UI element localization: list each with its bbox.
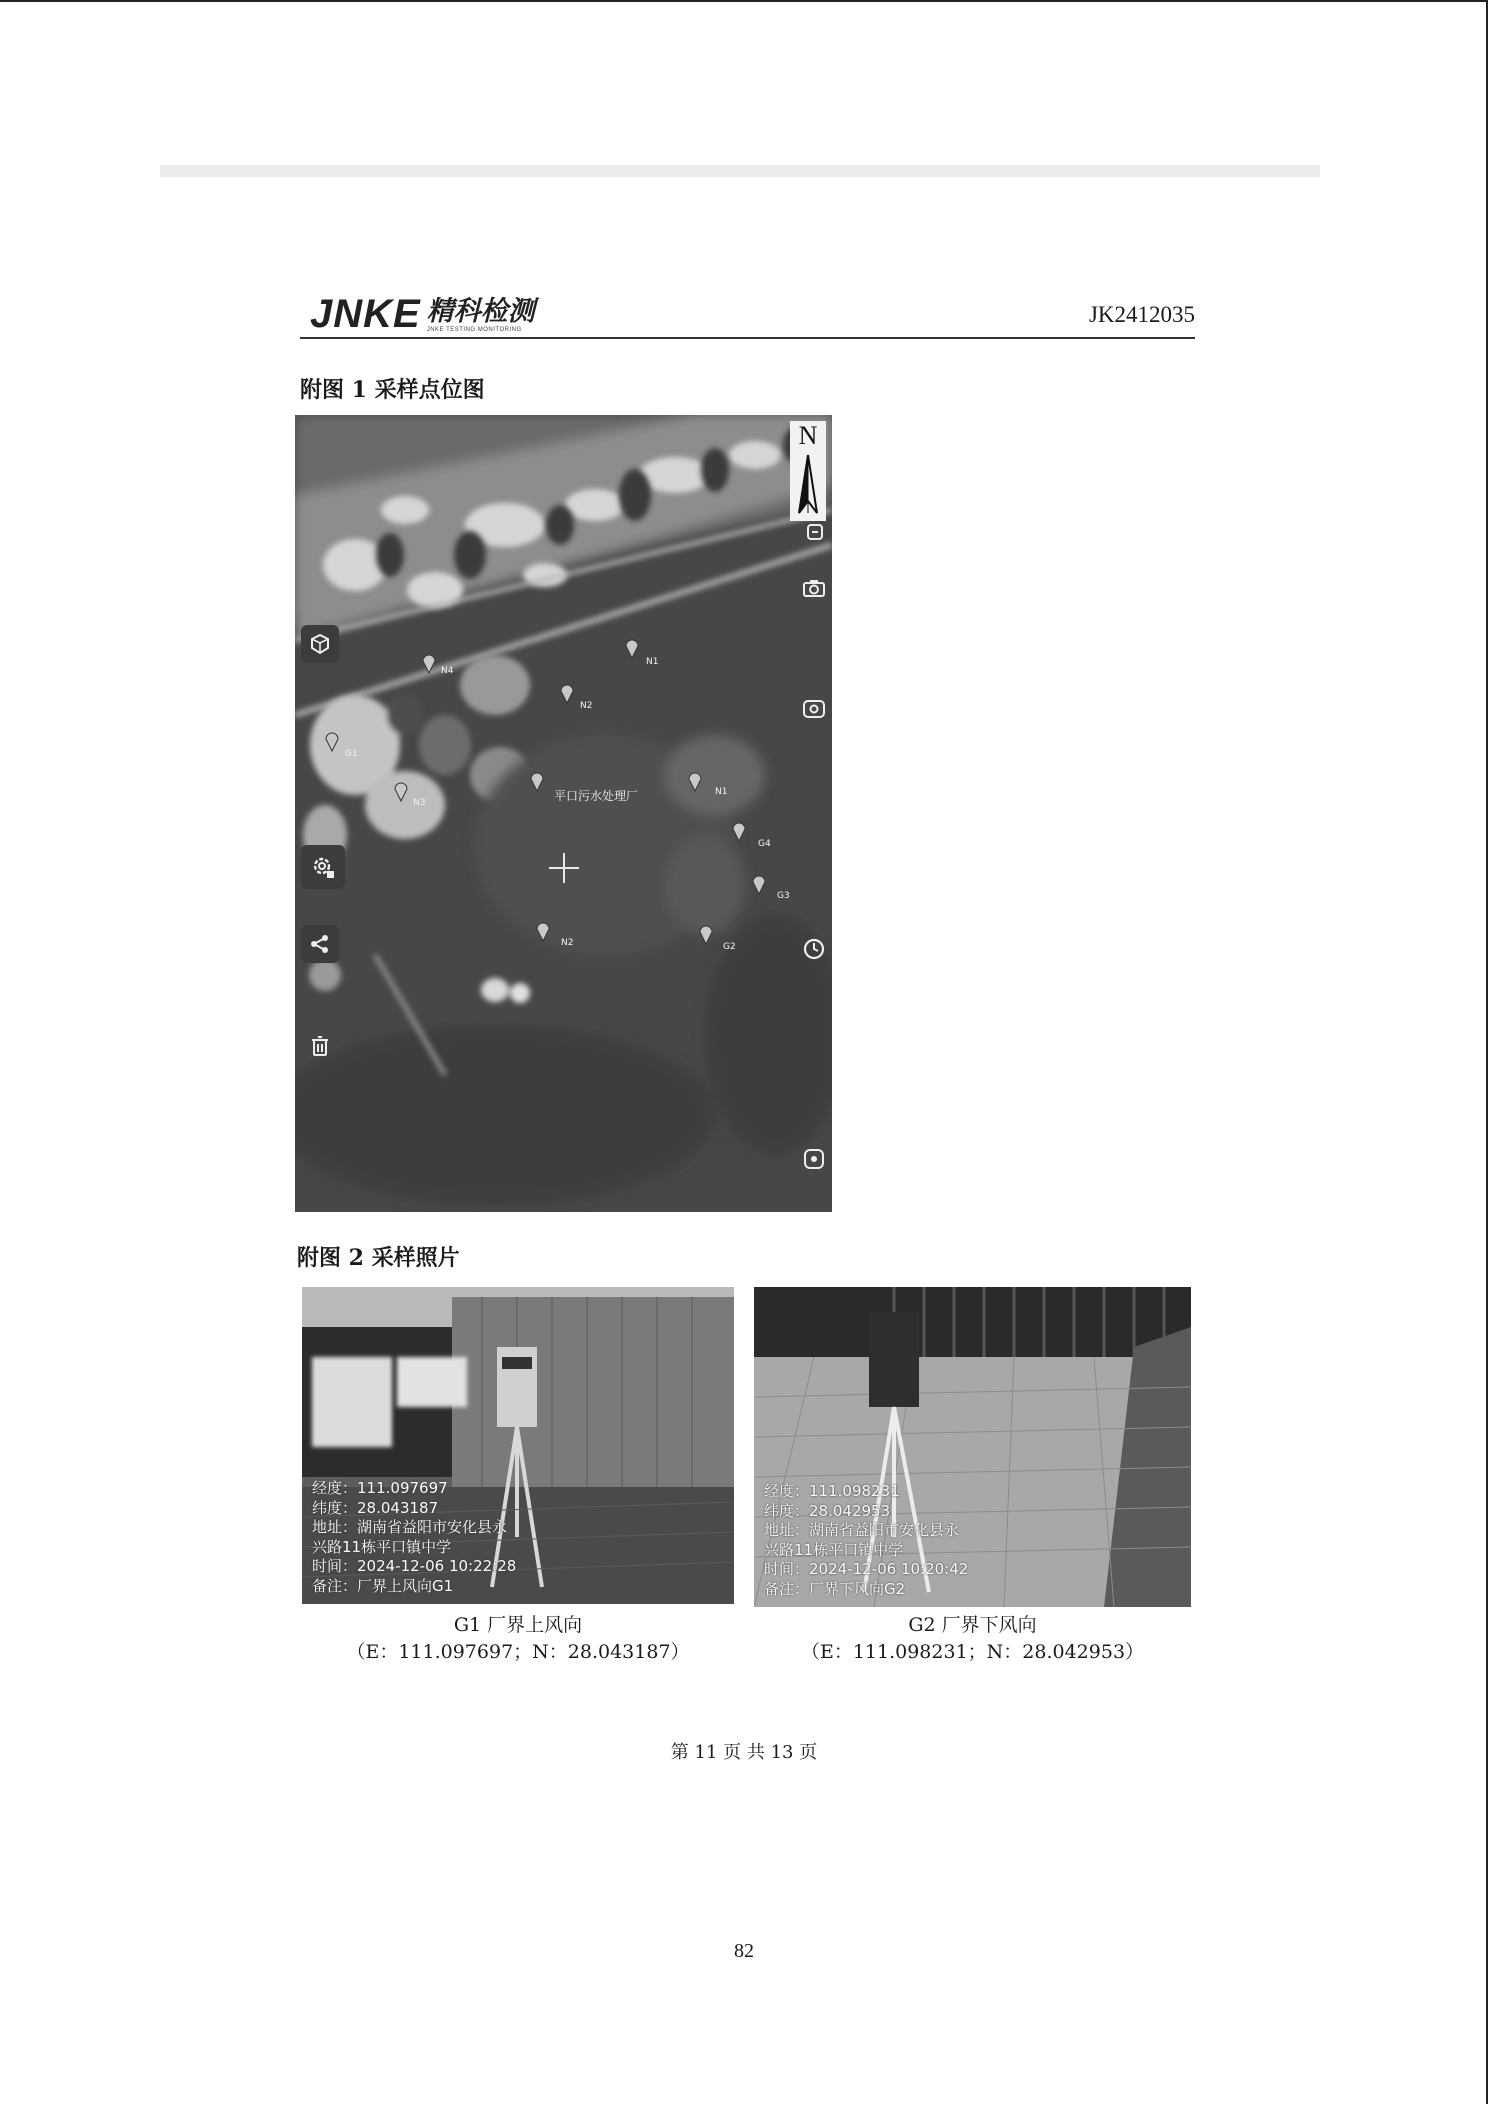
caption-coordinates: （E：111.097697；N：28.043187） (346, 1641, 690, 1663)
watermark-address: 地址：湖南省益阳市安化县永 (764, 1521, 960, 1539)
camera-icon[interactable] (797, 571, 831, 605)
facility-label: 平口污水处理厂 (554, 789, 639, 803)
point-label-n2-south: N2 (561, 938, 574, 948)
sampling-point-map (295, 415, 832, 1212)
caption-coordinates: （E：111.098231；N：28.042953） (800, 1641, 1145, 1663)
watermark-note: 备注：厂界上风向G1 (312, 1576, 454, 1595)
rotate-camera-icon[interactable] (797, 692, 831, 726)
watermark-note: 备注：厂界下风向G2 (764, 1579, 906, 1598)
sampling-photo-g1 (302, 1287, 734, 1604)
compass-arrow-icon (790, 421, 826, 521)
watermark-latitude: 纬度：28.043187 (312, 1498, 439, 1517)
point-label-n4: N4 (441, 666, 454, 676)
map-pin-icon[interactable] (687, 770, 703, 792)
page-indicator: 第 11 页 共 13 页 (670, 1742, 818, 1763)
watermark-latitude: 纬度：28.042953 (764, 1501, 891, 1520)
figure2-title: 附图 2 采样照片 (297, 1245, 460, 1271)
watermark-address: 地址：湖南省益阳市安化县永 (312, 1518, 508, 1536)
layers-icon[interactable] (798, 515, 832, 549)
watermark-longitude: 经度：111.098231 (764, 1482, 900, 1500)
map-pin-icon[interactable] (559, 682, 575, 704)
map-pin-icon[interactable] (751, 873, 767, 895)
logo-wordmark: JNKE (310, 292, 421, 336)
logo-chinese-name: 精科检测 (426, 296, 535, 327)
map-pin-icon[interactable] (529, 770, 545, 792)
watermark-time: 时间：2024-12-06 10:22:28 (312, 1557, 517, 1575)
company-logo (310, 290, 535, 334)
photo-g1-caption (302, 1612, 734, 1666)
point-label-g4: G4 (758, 839, 771, 849)
satellite-imagery (295, 415, 832, 1212)
point-label-n2: N2 (580, 701, 593, 711)
settings-gear-icon[interactable] (301, 845, 345, 889)
map-pin-icon[interactable] (698, 923, 714, 945)
figure1-title: 附图 1 采样点位图 (300, 377, 485, 403)
map-3d-icon[interactable] (301, 625, 339, 663)
header-divider (300, 337, 1195, 339)
watermark-address-cont: 兴路11栋平口镇中学 (312, 1537, 452, 1556)
scan-artifact (160, 165, 1320, 177)
caption-title: G1 厂界上风向 (453, 1614, 583, 1636)
photo-g1-watermark (312, 1479, 516, 1596)
map-pin-icon[interactable] (324, 730, 340, 752)
delete-icon[interactable] (303, 1029, 337, 1063)
locate-icon[interactable] (797, 1142, 831, 1176)
map-center-crosshair-icon (549, 853, 579, 883)
clock-icon[interactable] (797, 932, 831, 966)
compass-north-indicator[interactable] (790, 421, 826, 521)
caption-title: G2 厂界下风向 (908, 1614, 1037, 1636)
scan-border-top (0, 0, 1488, 2)
point-label-n1-east: N1 (715, 787, 728, 797)
report-number: JK2412035 (1088, 302, 1195, 327)
map-pin-icon[interactable] (393, 780, 409, 802)
point-label-g2: G2 (723, 942, 736, 952)
map-pin-icon[interactable] (421, 652, 437, 674)
map-pin-icon[interactable] (535, 920, 551, 942)
logo-tagline: JNKE TESTING MONITORING (426, 327, 522, 333)
share-icon[interactable] (301, 925, 339, 963)
photo-g2-caption (754, 1612, 1191, 1666)
map-pin-icon[interactable] (624, 637, 640, 659)
watermark-time: 时间：2024-12-06 10:20:42 (764, 1560, 969, 1578)
watermark-longitude: 经度：111.097697 (312, 1479, 448, 1497)
page-number: 82 (734, 1940, 754, 1962)
watermark-address-cont: 兴路11栋平口镇中学 (764, 1540, 904, 1559)
photo-g2-watermark (764, 1482, 968, 1599)
point-label-g1: G1 (345, 749, 358, 759)
map-pin-icon[interactable] (731, 820, 747, 842)
point-label-g3: G3 (777, 891, 790, 901)
point-label-n3: N3 (413, 798, 426, 808)
north-label: N (798, 421, 818, 450)
sampling-photo-g2 (754, 1287, 1191, 1607)
point-label-n1: N1 (646, 657, 659, 667)
